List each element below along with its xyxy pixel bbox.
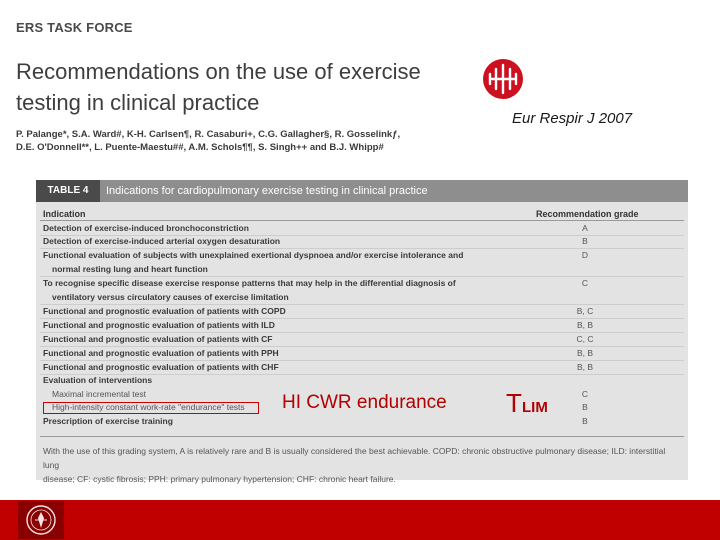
table-row-indication-continued: normal resting lung and heart function [52, 264, 208, 274]
table-row-indication-continued: ventilatory versus circulatory causes of exercise limitation [52, 292, 289, 302]
table-footnote [43, 444, 683, 486]
table-row-grade: B, B [576, 362, 594, 372]
authors-line-1: P. Palange*, S.A. Ward#, K-H. Carlsen¶, R. Casaburi+, C.G. Gallagher§, R. Gosselinkƒ, [16, 129, 401, 140]
column-header-indication: Indication [43, 209, 86, 219]
table-row-indication: Functional and prognostic evaluation of patients with ILD [43, 320, 275, 330]
table-row-grade: B [582, 236, 588, 246]
highlight-box [43, 402, 259, 414]
table-caption: Indications for cardiopulmonary exercise testing in clinical practice [106, 185, 428, 197]
row-divider [40, 276, 684, 277]
footnote-line-1: With the use of this grading system, A is relatively rare and B is usually considered the best achievable. COPD: chronic obstructive pulmonary disease; ILD: interstitial lung [43, 446, 666, 470]
journal-citation: Eur Respir J 2007 [512, 110, 633, 127]
table-row-indication: Functional and prognostic evaluation of patients with PPH [43, 348, 279, 358]
row-divider [40, 318, 684, 319]
table-row-indication: Functional and prognostic evaluation of patients with CF [43, 334, 273, 344]
authors-line-2: D.E. O'Donnell**, L. Puente-Maestu##, A.M. Schols¶¶, S. Singh++ and B.J. Whipp# [16, 142, 384, 153]
table-row-indication: High-intensity constant work-rate "endurance" tests [52, 402, 245, 412]
ers-logo-icon [482, 58, 524, 100]
table-row-grade: B [582, 402, 588, 412]
table-badge: TABLE 4 [36, 180, 100, 202]
table-row-indication: Functional and prognostic evaluation of patients with CHF [43, 362, 279, 372]
table-row-grade: A [582, 223, 588, 233]
annotation-tlim-subscript: LIM [522, 399, 548, 416]
table-row-grade: B, B [576, 348, 594, 358]
table-row-grade: C, C [576, 334, 594, 344]
row-divider [40, 304, 684, 305]
table-row-grade: D [581, 250, 589, 260]
table-row-indication: Detection of exercise-induced arterial oxygen desaturation [43, 236, 281, 246]
header-rule [40, 220, 684, 221]
table-row-indication: Functional evaluation of subjects with unexplained exertional dyspnoea and/or exercise intolerance and [43, 250, 464, 260]
table-row-grade: B, B [576, 320, 594, 330]
column-header-grade: Recommendation grade [536, 209, 639, 219]
paper-title [16, 56, 476, 118]
footnote-rule [40, 436, 684, 437]
table-row-indication: Detection of exercise-induced bronchoconstriction [43, 223, 249, 233]
table-row-indication: Evaluation of interventions [43, 375, 153, 385]
table-row-indication: Prescription of exercise training [43, 416, 173, 426]
table-row-grade: B [582, 416, 588, 426]
table-row-grade: B, C [576, 306, 594, 316]
annotation-text: HI CWR endurance [282, 392, 447, 413]
table-row-indication: Maximal incremental test [52, 389, 147, 399]
author-list [16, 128, 486, 154]
footnote-line-2: disease; CF: cystic fibrosis; PPH: primary pulmonary hypertension; CHF: chronic heart failure. [43, 474, 396, 484]
row-divider [40, 346, 684, 347]
header-label: ERS TASK FORCE [16, 20, 133, 35]
university-seal-icon [18, 501, 64, 539]
title-line-2: testing in clinical practice [16, 90, 260, 115]
table-row-grade: C [581, 278, 589, 288]
title-line-1: Recommendations on the use of exercise [16, 59, 421, 84]
table-row-indication: To recognise specific disease exercise response patterns that may help in the differential diagnosis of [43, 278, 456, 288]
footer-bar [0, 500, 720, 540]
annotation-tlim: T [506, 388, 522, 418]
row-divider [40, 332, 684, 333]
row-divider [40, 248, 684, 249]
row-divider [40, 360, 684, 361]
table-row-grade: C [581, 389, 589, 399]
table-row-indication: Functional and prognostic evaluation of patients with COPD [43, 306, 286, 316]
